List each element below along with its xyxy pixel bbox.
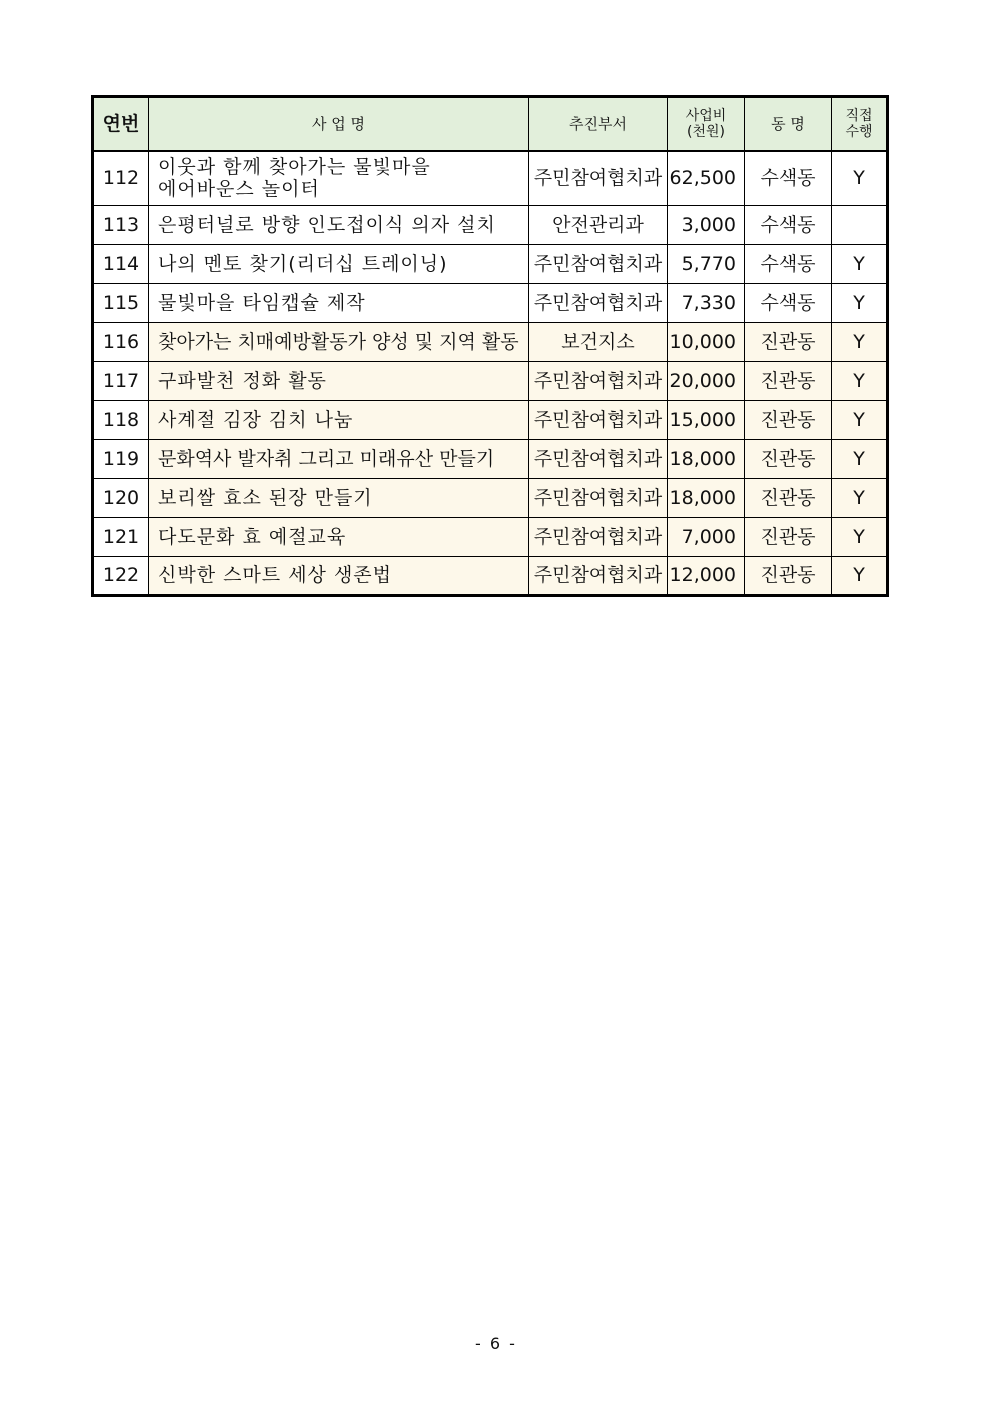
row-direct: Y	[832, 244, 888, 283]
row-cost: 18,000	[668, 478, 745, 517]
row-direct	[832, 205, 888, 244]
row-no: 114	[93, 244, 149, 283]
table-row	[93, 439, 888, 478]
table-row	[93, 283, 888, 322]
row-no: 118	[93, 400, 149, 439]
header-cost-line2: (천원)	[687, 124, 725, 140]
project-table	[91, 95, 889, 597]
row-name-line2: 에어바운스 놀이터	[158, 178, 320, 201]
row-dept: 주민참여협치과	[529, 478, 668, 517]
row-direct: Y	[832, 283, 888, 322]
row-dept: 보건지소	[529, 322, 668, 361]
row-name: 구파발천 정화 활동	[149, 361, 529, 400]
row-dept: 주민참여협치과	[529, 517, 668, 556]
table-row	[93, 361, 888, 400]
header-dept: 추진부서	[529, 97, 668, 152]
row-cost: 20,000	[668, 361, 745, 400]
row-no: 122	[93, 556, 149, 595]
row-dong: 수색동	[745, 151, 832, 205]
row-direct: Y	[832, 151, 888, 205]
row-no: 121	[93, 517, 149, 556]
header-direct-line2: 수행	[845, 124, 873, 140]
row-name: 찾아가는 치매예방활동가 양성 및 지역 활동	[149, 322, 529, 361]
table-row	[93, 517, 888, 556]
row-dong: 진관동	[745, 439, 832, 478]
table-row	[93, 205, 888, 244]
row-cost: 5,770	[668, 244, 745, 283]
row-dong: 진관동	[745, 517, 832, 556]
table-row	[93, 244, 888, 283]
row-no: 113	[93, 205, 149, 244]
row-cost: 7,000	[668, 517, 745, 556]
row-cost: 7,330	[668, 283, 745, 322]
row-dept: 주민참여협치과	[529, 151, 668, 205]
row-no: 120	[93, 478, 149, 517]
row-cost: 12,000	[668, 556, 745, 595]
row-dept: 주민참여협치과	[529, 244, 668, 283]
row-dong: 수색동	[745, 244, 832, 283]
header-row	[93, 97, 888, 152]
header-cost-line1: 사업비	[685, 108, 727, 124]
row-dong: 진관동	[745, 478, 832, 517]
row-direct: Y	[832, 439, 888, 478]
row-name	[149, 151, 529, 205]
table-row	[93, 478, 888, 517]
row-name: 신박한 스마트 세상 생존법	[149, 556, 529, 595]
page-number: - 6 -	[475, 1334, 517, 1353]
row-name: 다도문화 효 예절교육	[149, 517, 529, 556]
row-dong: 진관동	[745, 556, 832, 595]
row-dept: 주민참여협치과	[529, 556, 668, 595]
row-dong: 진관동	[745, 361, 832, 400]
header-direct	[832, 97, 888, 152]
header-dong: 동 명	[745, 97, 832, 152]
row-name: 나의 멘토 찾기(리더십 트레이닝)	[149, 244, 529, 283]
header-name: 사 업 명	[149, 97, 529, 152]
row-dong: 진관동	[745, 400, 832, 439]
row-cost: 62,500	[668, 151, 745, 205]
row-cost: 10,000	[668, 322, 745, 361]
table-row	[93, 556, 888, 595]
row-dept: 주민참여협치과	[529, 283, 668, 322]
row-name: 물빛마을 타임캡슐 제작	[149, 283, 529, 322]
row-direct: Y	[832, 556, 888, 595]
row-direct: Y	[832, 400, 888, 439]
row-dept: 주민참여협치과	[529, 361, 668, 400]
row-name: 은평터널로 방향 인도접이식 의자 설치	[149, 205, 529, 244]
row-direct: Y	[832, 322, 888, 361]
row-name-line1: 이웃과 함께 찾아가는 물빛마을	[158, 156, 431, 179]
row-dept: 주민참여협치과	[529, 400, 668, 439]
row-dept: 주민참여협치과	[529, 439, 668, 478]
row-no: 112	[93, 151, 149, 205]
row-dept: 안전관리과	[529, 205, 668, 244]
row-direct: Y	[832, 517, 888, 556]
row-name: 보리쌀 효소 된장 만들기	[149, 478, 529, 517]
row-no: 117	[93, 361, 149, 400]
header-cost	[668, 97, 745, 152]
row-dong: 수색동	[745, 283, 832, 322]
row-direct: Y	[832, 478, 888, 517]
table-row	[93, 400, 888, 439]
row-direct: Y	[832, 361, 888, 400]
header-no: 연번	[93, 97, 149, 152]
row-cost: 3,000	[668, 205, 745, 244]
row-no: 119	[93, 439, 149, 478]
row-dong: 진관동	[745, 322, 832, 361]
row-no: 116	[93, 322, 149, 361]
row-cost: 18,000	[668, 439, 745, 478]
table-row	[93, 322, 888, 361]
row-name: 문화역사 발자취 그리고 미래유산 만들기	[149, 439, 529, 478]
row-dong: 수색동	[745, 205, 832, 244]
row-name: 사계절 김장 김치 나눔	[149, 400, 529, 439]
table-row	[93, 151, 888, 205]
header-direct-line1: 직접	[845, 108, 873, 124]
row-no: 115	[93, 283, 149, 322]
row-cost: 15,000	[668, 400, 745, 439]
